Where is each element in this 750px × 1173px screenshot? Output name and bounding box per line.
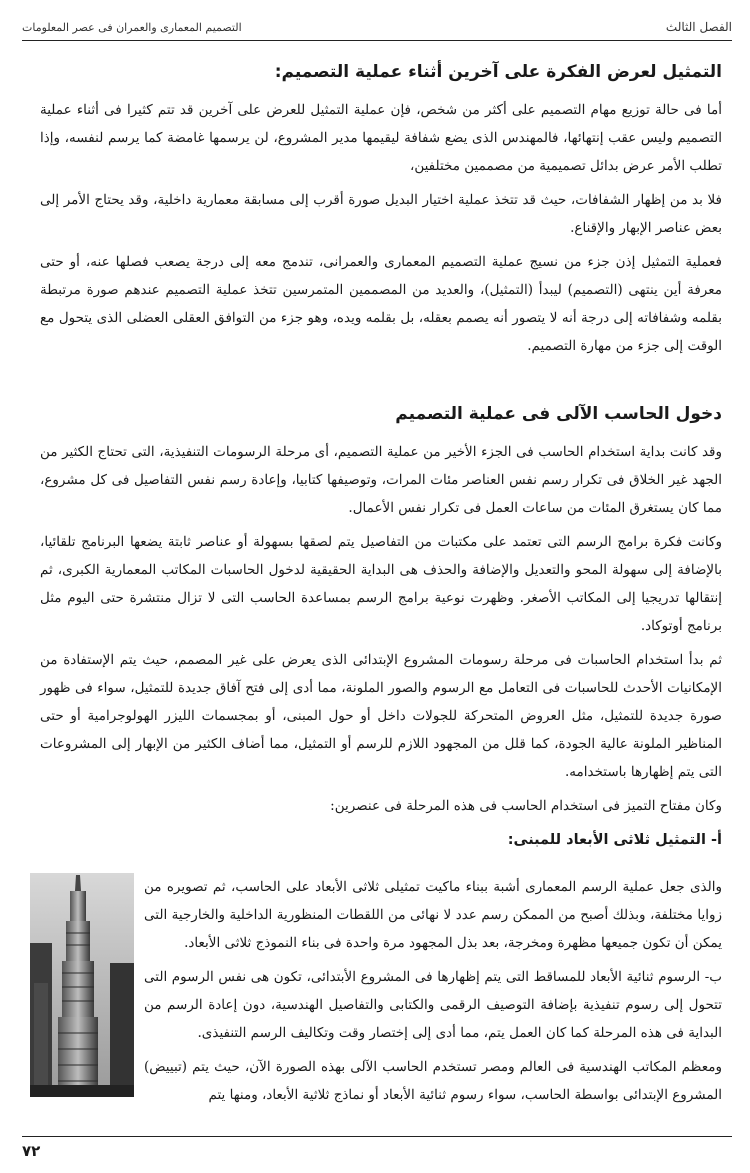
paragraph: فلا بد من إظهار الشفافات، حيث قد تتخذ عملية اختيار البديل صورة أقرب إلى مسابقة معمارية داخلية، وقد يحتاج الأمر إلى بعض عناصر الإبهار والإقناع. xyxy=(40,192,722,236)
page-header xyxy=(22,14,732,41)
paragraph: فعملية التمثيل إذن جزء من نسيج عملية التصميم المعمارى والعمرانى، تندمج معه إلى درجة يصعب فصلها عنه، أو حتى معرفة أين ينتهى (التصميم) ليبدأ (التمثيل)، والعديد من المصممين المتمرسين تتخذ عملية التصميم عندهم صورة مرتبطة بقلمه وشفافاته إلى درجة أنه لا يتصور أنه يصمم بعقله، بل بقلمه ويده، وهو جزء من التوافق العقلى العضلى الذى يتحول مع الوقت إلى جزء من مهارة التصميم. xyxy=(40,254,722,354)
footer-rule xyxy=(22,1136,732,1137)
paragraph: ب- الرسوم ثنائية الأبعاد للمساقط التى يتم إظهارها فى المشروع الأبتدائى، تكون هى نفس الرسوم التى تتحول إلى رسوم تنفيذية بإضافة التوصيف الرقمى والكتابى والتفاصيل الهندسية، دون إعادة الرسم من البداية فى هذه المرحلة كما كان العمل يتم، مما أدى إلى إختصار وقت وتكاليف الرسم التنفيذى. xyxy=(144,969,722,1041)
skyscraper-photo xyxy=(30,873,134,1097)
main-content xyxy=(40,58,722,856)
paragraph: وكانت فكرة برامج الرسم التى تعتمد على مكتبات من التفاصيل يتم لصقها بسهولة أو عناصر ثابتة يضعها البرنامج تلقائيا، بالإضافة إلى سهولة المحو والتعديل والإضافة والحذف هى البداية الحقيقية لدخول الحاسبات المكاتب المعمارية الكبرى، ثم إنتقالها تدريجيا إلى المكاتب الأصغر. وظهرت نوعية برامج الرسم بمساعدة الحاسب التى لا تزال منتشرة حتى اليوم مثل برنامج أوتوكاد. xyxy=(40,534,722,634)
page-number: ٧٢ xyxy=(22,1142,41,1160)
paragraph: أما فى حالة توزيع مهام التصميم على أكثر من شخص، فإن عملية التمثيل للعرض على آخرين قد تتم كثيرا فى أثناء عملية التصميم وليس عقب إنتهائها، فالمهندس الذى يضع شفافة ليقيمها مدير المشروع، لن يرسمها غامضة كما يرسم لنفسه، وإذا تطلب الأمر عرض بدائل تصميمية من مصممين مختلفين، xyxy=(40,102,722,174)
section-heading-computer: دخول الحاسب الآلى فى عملية التصميم xyxy=(395,404,722,424)
paragraph: وكان مفتاح التميز فى استخدام الحاسب فى هذه المرحلة فى عنصرين: xyxy=(330,798,722,814)
paragraph: وقد كانت بداية استخدام الحاسب فى الجزء الأخير من عملية التصميم، أى مرحلة الرسومات التنفيذية، التى تحتاج الكثير من الجهد غير الخلاق فى تكرار رسم نفس العناصر مئات المرات، وتوصيفها كتابيا، وإعادة رسم نفس التفاصيل فى كل مشروع، مما كان يستغرق المئات من ساعات العمل فى تكرار نفس الأعمال. xyxy=(40,444,722,516)
section-heading-representation: التمثيل لعرض الفكرة على آخرين أثناء عملية التصميم: xyxy=(274,62,722,82)
book-title: التصميم المعمارى والعمران فى عصر المعلومات xyxy=(22,20,242,34)
paragraph: والذى جعل عملية الرسم المعمارى أشبة ببناء ماكيت تمثيلى ثلاثى الأبعاد على الحاسب، ثم تصويره من زوايا مختلفة، وبذلك أصبح من الممكن رسم عدد لا نهائى من اللقطات المنظورية الداخلية والخارجية التى يمكن أن تكون جميعها مظهرة ومخرجة، بعد بذل المجهود مرة واحدة فى بناء النموذج ثلاثى الأبعاد. xyxy=(144,879,722,951)
lower-block xyxy=(30,873,722,1115)
paragraph: ومعظم المكاتب الهندسية فى العالم ومصر تستخدم الحاسب الآلى بهذه الصورة الآن، حيث يتم (تبييض) المشروع الإبتدائى بواسطة الحاسب، سواء رسوم ثنائية الأبعاد أو نماذج ثلاثية الأبعاد، ومنها يتم xyxy=(144,1059,722,1103)
subheading-3d: أ- التمثيل ثلاثى الأبعاد للمبنى: xyxy=(507,832,722,848)
chapter-label: الفصل الثالث xyxy=(665,20,732,34)
paragraph: ثم بدأ استخدام الحاسبات فى مرحلة رسومات المشروع الإبتدائى الذى يعرض على غير المصمم، حيث يتم الإستفادة من الإمكانيات الأحدث للحاسبات فى التعامل مع الرسوم والصور الملونة، مما أدى إلى فتح آفاق جديدة للتمثيل، سواء فى ظهور صورة جديدة للتمثيل، مثل العروض المتحركة للجولات داخل أو حول المبنى، أو بمجسمات الليزر الهولوجرامية أو حتى المناظير الملونة عالية الجودة، كما قلل من المجهود اللازم للرسم أو التمثيل، مما أضاف الكثير من الإبهار إلى المشروعات التى يتم إظهارها باستخدامه. xyxy=(40,652,722,780)
lower-text xyxy=(144,873,722,1115)
